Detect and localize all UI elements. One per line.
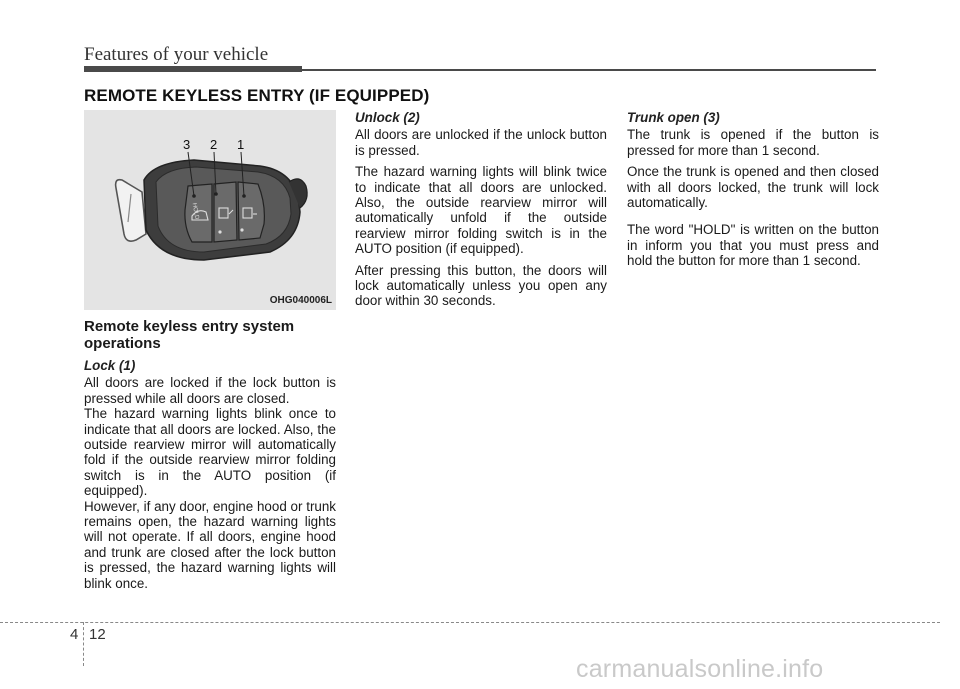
lock-paragraph-3: However, if any door, engine hood or trunk remains open, the hazard warning lights will not operate. If all doors, engine hood and trunk are closed after the lock button is pressed, the hazard warning lights will blink once. [84,498,336,591]
lock-heading: Lock (1) [84,358,136,373]
column-1 [84,110,336,591]
header-rule-thick [84,66,302,72]
key-fob-figure [84,110,336,310]
unlock-paragraph-2: The hazard warning lights will blink twice to indicate that all doors are unlocked. Also, the outside rearview mirror will automatically unfold if the outside rearview mirror folding switch is in the AUTO position (if equipped). [355,164,607,257]
fig-label-1: 1 [237,137,245,152]
column-2 [355,110,607,315]
fig-label-2: 2 [210,137,218,152]
footer-divider [83,622,84,666]
trunk-paragraph-3: The word "HOLD" is written on the button in inform you that you must press and hold the button for more than 1 second. [627,222,879,269]
watermark: carmanualsonline.info [576,655,824,683]
page-number: 12 [89,626,106,643]
trunk-paragraph-1: The trunk is opened if the button is pressed for more than 1 second. [627,127,879,158]
unlock-button [214,182,237,242]
fig-label-3: 3 [183,137,191,152]
page-chapter-number: 4 [70,626,79,643]
trunk-paragraph-2: Once the trunk is opened and then closed with all doors locked, the trunk will lock automatically. [627,164,879,211]
operations-heading: Remote keyless entry system operations [84,318,295,352]
header-rule-thin [302,69,876,71]
section-title: REMOTE KEYLESS ENTRY (IF EQUIPPED) [84,86,430,105]
trunk-heading: Trunk open (3) [627,110,720,125]
lock-paragraph-1: All doors are locked if the lock button is pressed while all doors are closed. [84,375,336,406]
footer-rule [0,622,940,623]
unlock-paragraph-3: After pressing this button, the doors will lock automatically unless you open any door within 30 seconds. [355,262,607,309]
key-loop [116,180,146,241]
column-3 [627,110,879,275]
lock-paragraph-2: The hazard warning lights blink once to indicate that all doors are locked. Also, the outside rearview mirror will automatically fold if the outside rearview mirror folding switch is in the AUTO position (if equipped). [84,406,336,499]
unlock-heading: Unlock (2) [355,110,420,125]
key-fob-illustration [84,110,336,310]
svg-text:HOLD: HOLD [190,202,200,220]
figure-code: OHG040006L [269,294,332,306]
unlock-paragraph-1: All doors are unlocked if the unlock button is pressed. [355,127,607,158]
page-header-title: Features of your vehicle [84,44,269,65]
